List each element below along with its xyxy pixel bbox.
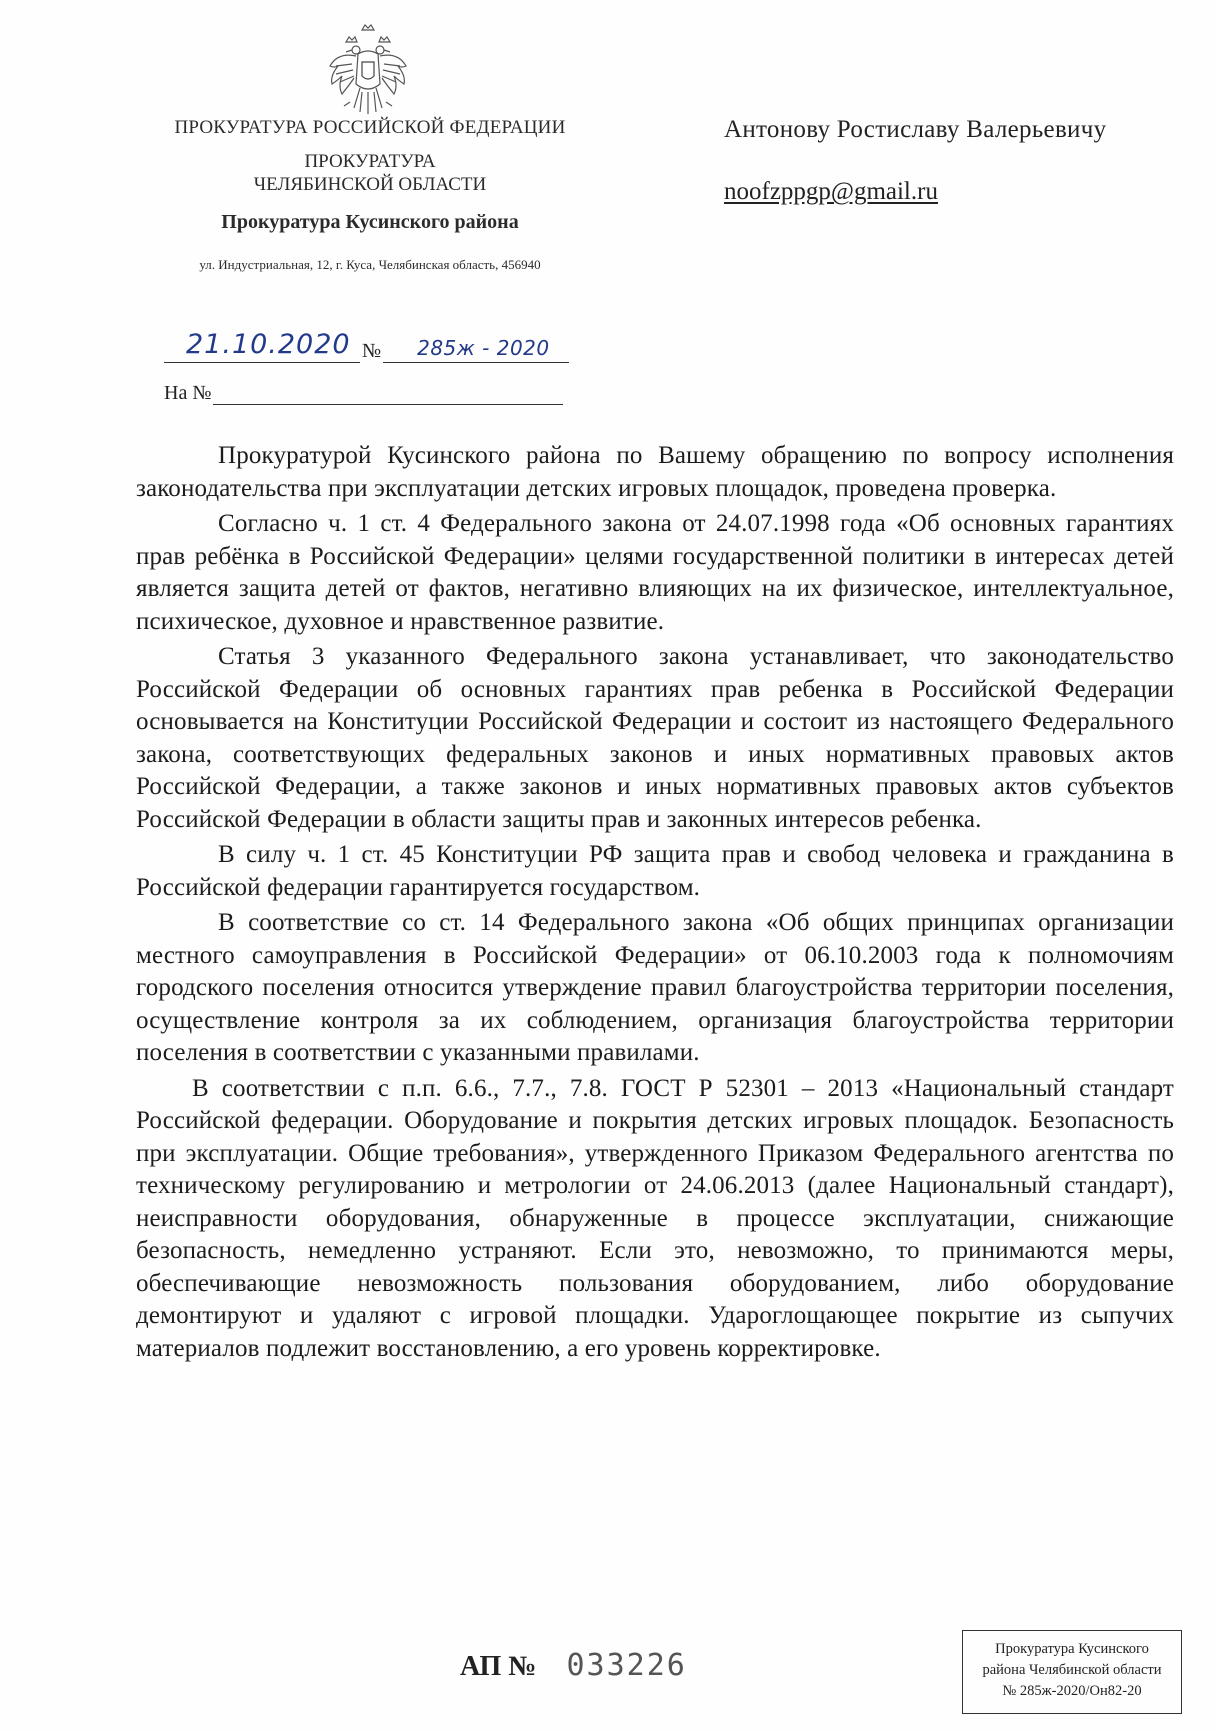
reference-field <box>213 376 563 405</box>
sender-region-line: ЧЕЛЯБИНСКОЙ ОБЛАСТИ <box>253 174 487 195</box>
stamp-line-1: Прокуратура Кусинского <box>995 1641 1149 1657</box>
handwritten-number: 285ж - 2020 <box>417 336 550 360</box>
sender-subtitle-line: ПРОКУРАТУРА <box>304 151 436 172</box>
letter-body <box>136 440 1174 1368</box>
recipient-name: Антонову Ростиславу Валерьевичу <box>724 116 1107 143</box>
paragraph-2: Согласно ч. 1 ст. 4 Федерального закона от 24.07.1998 года «Об основных гарантиях прав ребёнка в Российской Федерации» целями государственной политики в интересах детей является защита детей от фактов, негативно влияющих на их физическое, интеллектуальное, психическое, духовное и нравственное развитие. <box>136 510 1174 635</box>
ap-number: 033226 <box>566 1648 687 1683</box>
registration-stamp <box>962 1630 1182 1714</box>
ap-label: АП № <box>460 1651 537 1682</box>
reference-line <box>164 376 563 405</box>
sender-office-name: Прокуратура Кусинского района <box>221 211 519 233</box>
number-field <box>383 334 569 363</box>
coat-of-arms-icon <box>324 22 412 122</box>
ap-number-block <box>460 1648 687 1683</box>
number-label: № <box>362 340 382 362</box>
stamp-line-3: № 285ж-2020/Он82-20 <box>1002 1683 1142 1699</box>
sender-org-line: ПРОКУРАТУРА РОССИЙСКОЙ ФЕДЕРАЦИИ <box>174 117 566 138</box>
paragraph-6: В соответствии с п.п. 6.6., 7.7., 7.8. ГОСТ Р 52301 – 2013 «Национальный стандарт Российской федерации. Оборудование и покрытия детских игровых площадок. Безопасность при эксплуатации. Общие требования», утвержденного Приказом Федерального агентства по техническому регулированию и метрологии от 24.06.2013 (далее Национальный стандарт), неисправности оборудования, обнаруженные в процессе эксплуатации, снижающие безопасность, немедленно устраняют. Если это, невозможно, то принимаются меры, обеспечивающие невозможность пользования оборудованием, либо оборудование демонтируют и удаляют с игровой площадки. Удароглощающее покрытие из сыпучих материалов подлежит восстановлению, а его уровень корректировке. <box>136 1074 1174 1362</box>
paragraph-5: В соответствие со ст. 14 Федерального закона «Об общих принципах организации местного самоуправления в Российской Федерации» от 06.10.2003 года к полномочиям городского поселения относится утверждение правил благоустройства территории поселения, осуществление контроля за их соблюдением, организация благоустройства территории поселения в соответствии с указанными правилами. <box>136 909 1174 1066</box>
reference-label: На № <box>164 382 212 404</box>
sender-block <box>140 116 600 274</box>
stamp-line-2: района Челябинской области <box>982 1662 1162 1678</box>
recipient-email: noofzppgp@gmail.ru <box>724 178 938 205</box>
sender-address: ул. Индустриальная, 12, г. Куса, Челябинская область, 456940 <box>199 257 541 272</box>
registration-line <box>164 329 569 363</box>
paragraph-3: Статья 3 указанного Федерального закона устанавливает, что законодательство Российской Федерации об основных гарантиях прав ребенка в Российской Федерации основывается на Конституции Российской Федерации и состоит из настоящего Федерального закона, соответствующих федеральных законов и иных нормативных правовых актов Российской Федерации, а также законов и иных нормативных правовых актов субъектов Российской Федерации в области защиты прав и законных интересов ребенка. <box>136 643 1174 833</box>
handwritten-date: 21.10.2020 <box>186 329 351 360</box>
recipient-block <box>724 113 1184 207</box>
date-field <box>164 329 360 363</box>
paragraph-1: Прокуратурой Кусинского района по Вашему обращению по вопросу исполнения законодательства при эксплуатации детских игровых площадок, проведена проверка. <box>136 442 1174 502</box>
paragraph-4: В силу ч. 1 ст. 45 Конституции РФ защита прав и свобод человека и гражданина в Российской федерации гарантируется государством. <box>136 841 1174 901</box>
